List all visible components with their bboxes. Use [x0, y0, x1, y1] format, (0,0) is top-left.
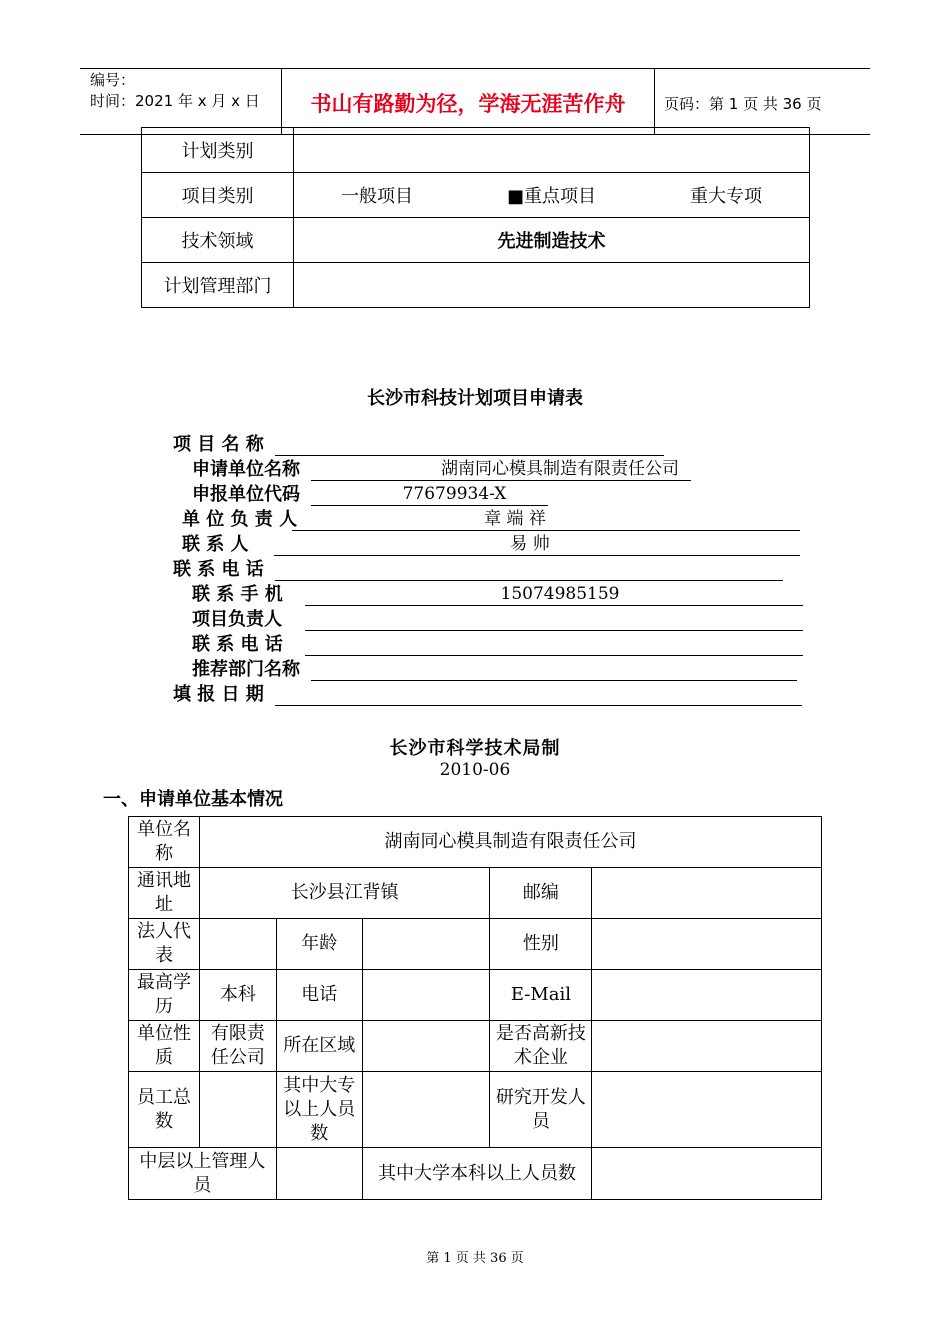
email-label: E-Mail	[490, 970, 592, 1021]
address-value: 长沙县江背镇	[199, 868, 490, 919]
project-category-label: 项目类别	[142, 173, 294, 218]
table-row	[129, 868, 822, 919]
gender-label: 性别	[490, 919, 592, 970]
plan-info-table	[141, 127, 810, 308]
field-applicant-line[interactable]	[311, 480, 691, 481]
project-category-options	[294, 173, 810, 218]
header-page-info: 页码：第 1 页 共 36 页	[664, 95, 822, 113]
field-fill-date-label: 填 报 日 期	[173, 684, 264, 705]
table-row	[129, 817, 822, 868]
plan-category-value[interactable]	[294, 128, 810, 173]
unit-name-label: 单位名称	[129, 817, 200, 868]
section-heading-basic-info: 一、申请单位基本情况	[103, 789, 283, 810]
field-unit-code-label: 申报单位代码	[192, 484, 300, 505]
hightech-label: 是否高新技术企业	[490, 1021, 592, 1072]
staff-total-label: 员工总数	[129, 1072, 200, 1148]
field-unit-head-line[interactable]	[292, 530, 800, 531]
legal-rep-value[interactable]	[199, 919, 276, 970]
basic-info-table	[128, 816, 822, 1200]
tech-field-value: 先进制造技术	[294, 218, 810, 263]
field-mobile-label: 联 系 手 机	[192, 584, 283, 605]
table-row	[129, 1021, 822, 1072]
field-unit-code-line[interactable]	[311, 505, 548, 506]
age-label: 年龄	[276, 919, 362, 970]
table-row	[129, 1072, 822, 1148]
table-row	[142, 128, 810, 173]
field-applicant-value: 湖南同心模具制造有限责任公司	[441, 459, 679, 479]
field-project-name-label: 项 目 名 称	[173, 434, 264, 455]
plan-category-label: 计划类别	[142, 128, 294, 173]
rd-staff-label: 研究开发人员	[490, 1072, 592, 1148]
field-contact-value: 易 帅	[510, 534, 550, 554]
field-recommend-dept-label: 推荐部门名称	[192, 659, 300, 680]
doc-time: 时间：2021 年 x 月 x 日	[90, 92, 260, 110]
college-staff-value[interactable]	[362, 1072, 490, 1148]
hightech-value[interactable]	[592, 1021, 822, 1072]
bachelor-staff-label: 其中大学本科以上人员数	[362, 1148, 592, 1200]
field-mobile-line[interactable]	[305, 605, 803, 606]
plan-dept-value[interactable]	[294, 263, 810, 308]
field-unit-head-label: 单 位 负 责 人	[182, 509, 298, 530]
header-motto: 书山有路勤为径，学海无涯苦作舟	[310, 92, 626, 116]
form-issuer: 长沙市科学技术局制	[389, 738, 561, 759]
bachelor-staff-value[interactable]	[592, 1148, 822, 1200]
legal-rep-label: 法人代表	[129, 919, 200, 970]
field-leader-phone-line[interactable]	[305, 655, 803, 656]
education-value: 本科	[199, 970, 276, 1021]
age-value[interactable]	[362, 919, 490, 970]
phone-label: 电话	[276, 970, 362, 1021]
postcode-label: 邮编	[490, 868, 592, 919]
field-project-leader-line[interactable]	[305, 630, 803, 631]
option-major-project[interactable]: 重大专项	[689, 186, 762, 207]
option-general-project[interactable]: 一般项目	[340, 186, 413, 207]
district-value[interactable]	[362, 1021, 490, 1072]
mid-mgmt-label: 中层以上管理人员	[129, 1148, 277, 1200]
unit-type-value: 有限责任公司	[199, 1021, 276, 1072]
email-value[interactable]	[592, 970, 822, 1021]
field-leader-phone-label: 联 系 电 话	[192, 634, 283, 655]
gender-value[interactable]	[592, 919, 822, 970]
table-row	[129, 970, 822, 1021]
header-meta	[90, 70, 260, 112]
table-row	[142, 263, 810, 308]
table-row	[129, 919, 822, 970]
doc-number-label: 编号：	[90, 71, 136, 89]
form-title: 长沙市科技计划项目申请表	[367, 388, 583, 409]
field-mobile-value: 15074985159	[500, 584, 620, 604]
field-unit-head-value: 章 端 祥	[484, 509, 546, 529]
field-contact-phone-line[interactable]	[275, 580, 783, 581]
education-label: 最高学历	[129, 970, 200, 1021]
field-contact-line[interactable]	[274, 555, 800, 556]
field-recommend-dept-line[interactable]	[311, 680, 797, 681]
phone-value[interactable]	[362, 970, 490, 1021]
mid-mgmt-value[interactable]	[276, 1148, 362, 1200]
field-contact-phone-label: 联 系 电 话	[173, 559, 264, 580]
field-fill-date-line[interactable]	[275, 705, 802, 706]
page-footer: 第 1 页 共 36 页	[426, 1251, 524, 1266]
header-top-rule	[80, 68, 870, 69]
table-row	[129, 1148, 822, 1200]
college-staff-label: 其中大专以上人员数	[276, 1072, 362, 1148]
address-label: 通讯地址	[129, 868, 200, 919]
unit-name-value: 湖南同心模具制造有限责任公司	[199, 817, 821, 868]
rd-staff-value[interactable]	[592, 1072, 822, 1148]
staff-total-value[interactable]	[199, 1072, 276, 1148]
field-contact-label: 联 系 人	[182, 534, 249, 555]
field-unit-code-value: 77679934-X	[402, 484, 507, 504]
field-project-leader-label: 项目负责人	[192, 609, 282, 630]
table-row	[142, 218, 810, 263]
unit-type-label: 单位性质	[129, 1021, 200, 1072]
field-applicant-label: 申请单位名称	[192, 459, 300, 480]
option-key-project[interactable]: ■重点项目	[506, 186, 596, 207]
district-label: 所在区域	[276, 1021, 362, 1072]
header-divider-right	[654, 68, 655, 135]
plan-dept-label: 计划管理部门	[142, 263, 294, 308]
field-project-name-line[interactable]	[275, 455, 664, 456]
form-date: 2010-06	[439, 760, 511, 780]
postcode-value[interactable]	[592, 868, 822, 919]
table-row	[142, 173, 810, 218]
tech-field-label: 技术领域	[142, 218, 294, 263]
